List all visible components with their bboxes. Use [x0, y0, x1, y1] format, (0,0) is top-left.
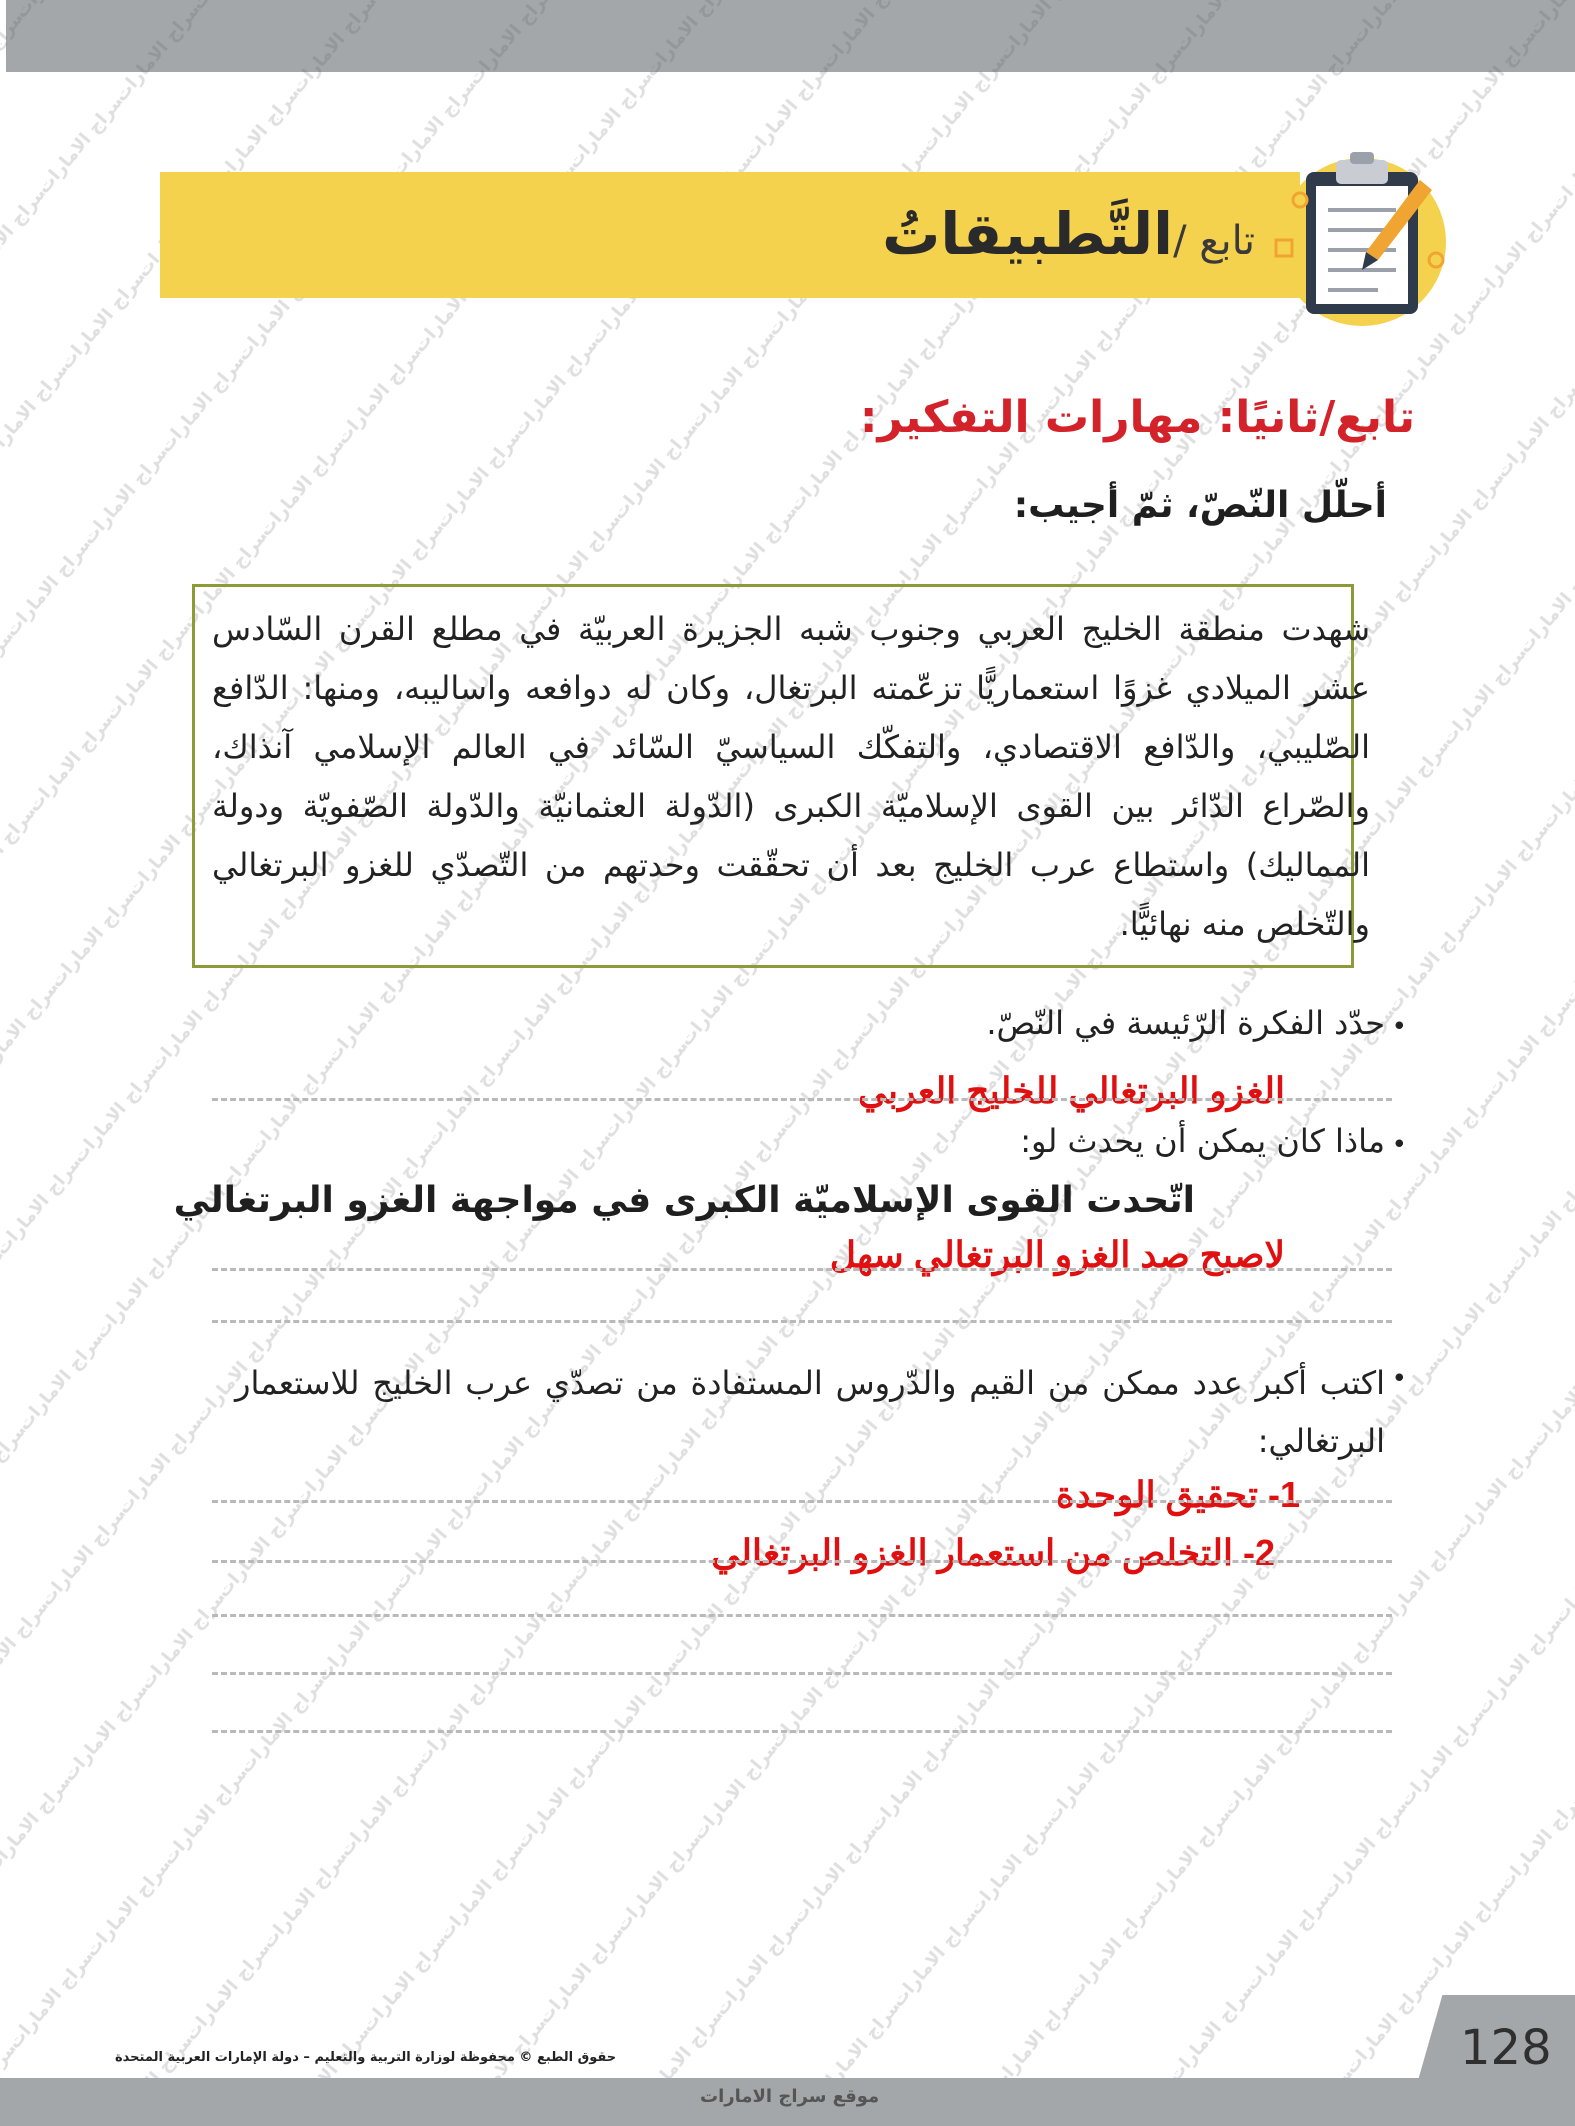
clipboard-icon: [1270, 130, 1450, 330]
answer-line: [212, 1098, 1392, 1101]
copyright-text: حقوق الطبع © محفوظة لوزارة التربية والتعليم – دولة الإمارات العربية المتحدة: [115, 2050, 617, 2065]
section-heading: تابع/ثانيًا: مهارات التفكير:: [859, 392, 1415, 443]
answer-line: [212, 1730, 1392, 1733]
question-3-answer-1: 1- تحقيق الوحدة: [1056, 1474, 1300, 1515]
bullet-2: •: [1391, 1130, 1407, 1160]
answer-line: [212, 1320, 1392, 1323]
question-3-prompt: اكتب أكبر عدد ممكن من القيم والدّروس المستفادة من تصدّي عرب الخليج للاستعمار البرتغالي:: [235, 1364, 1385, 1460]
answer-line: [212, 1268, 1392, 1271]
top-bar: [6, 0, 1575, 72]
page-number: 128: [1460, 2020, 1552, 2076]
question-1-prompt: حدّد الفكرة الرّئيسة في النّصّ.: [986, 1004, 1385, 1042]
passage-text: شهدت منطقة الخليج العربي وجنوب شبه الجزيرة العربيّة في مطلع القرن السّادس عشر الميلادي غزوًا استعماريًّا تزعّمته البرتغال، وكان له دوافعه واساليبه، ومنها: الدّافع الصّليبي، والدّافع الاقتصادي، والتفكّك السياسيّ السّائد في العالم الإسلامي آنذاك، والصّراع الدّائر بين القوى الإسلاميّة الكبرى (الدّولة العثمانيّة والدّولة الصّفويّة ودولة المماليك) واستطاع عرب الخليج بعد أن تحقّقت وحدتهم من التّصدّي للغزو البرتغالي والتّخلص منه نهائيًّا.: [212, 610, 1370, 943]
site-name: موقع سراج الامارات: [700, 2086, 880, 2107]
answer-line: [212, 1500, 1392, 1503]
bullet-3: •: [1391, 1364, 1407, 1394]
instruction: أحلّل النّصّ، ثمّ أجيب:: [1013, 485, 1387, 526]
title-prefix: تابع /: [1173, 218, 1255, 264]
page-title: [882, 200, 1255, 268]
answer-line: [212, 1560, 1392, 1563]
question-2-condition: اتّحدت القوى الإسلاميّة الكبرى في مواجهة الغزو البرتغالي: [173, 1180, 1195, 1221]
answer-line: [212, 1614, 1392, 1617]
question-3-answer-2: 2- التخلص من استعمار الغزو البرتغالي: [711, 1532, 1275, 1573]
bullet-1: •: [1391, 1012, 1407, 1042]
question-2-answer: لاصبح صد الغزو البرتغالي سهل: [829, 1234, 1285, 1275]
question-1-answer: الغزو البرتغالي للخليج العربي: [858, 1070, 1285, 1111]
title-main: التَّطبيقاتُ: [882, 200, 1174, 268]
question-2-prompt: ماذا كان يمكن أن يحدث لو:: [1020, 1122, 1385, 1160]
answer-line: [212, 1672, 1392, 1675]
